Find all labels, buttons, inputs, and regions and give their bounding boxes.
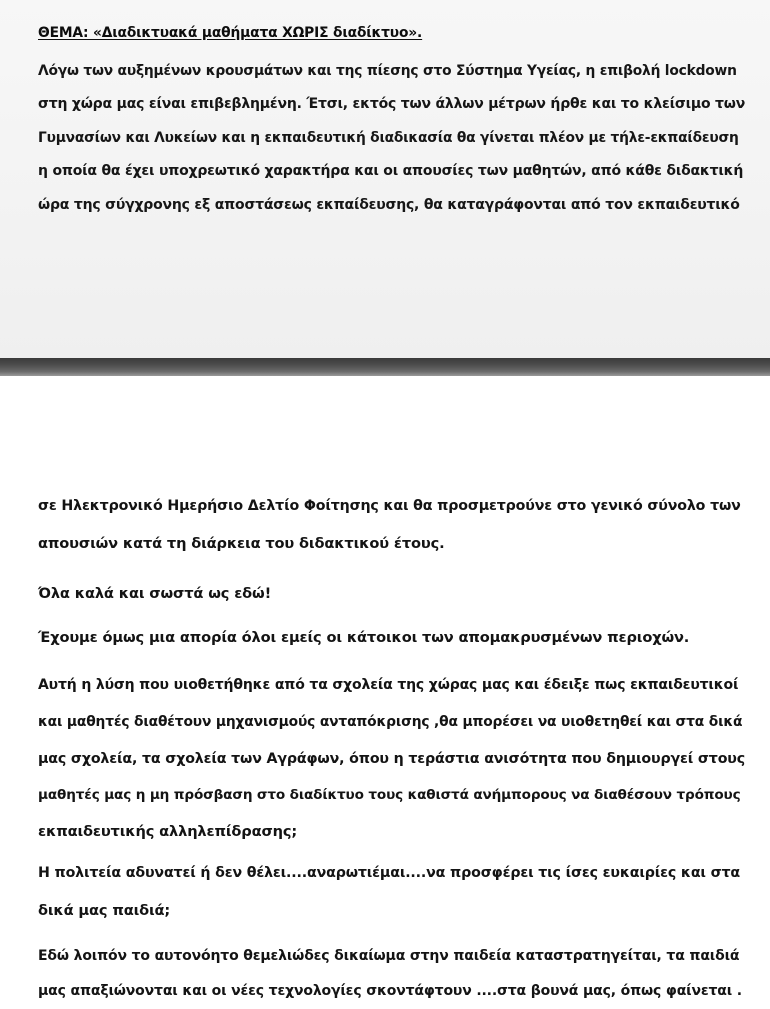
text-line: και μαθητές διαθέτουν μηχανισμούς ανταπόκρισης ,θα μπορέσει να υιοθετηθεί και στα δικά <box>38 714 743 730</box>
text-line: Έχουμε όμως μια απορία όλοι εμείς οι κάτοικοι των απομακρυσμένων περιοχών. <box>38 629 690 646</box>
document-title: ΘΕΜΑ: «Διαδικτυακά μαθήματα ΧΩΡΙΣ διαδίκτυο». <box>38 25 423 41</box>
text-line: εκπαιδευτικής αλληλεπίδρασης; <box>38 823 298 840</box>
text-line: στη χώρα μας είναι επιβεβλημένη. Έτσι, εκτός των άλλων μέτρων ήρθε και το κλείσιμο των <box>38 96 746 112</box>
text-line: Αυτή η λύση που υιοθετήθηκε από τα σχολεία της χώρας μας και έδειξε πως εκπαιδευτικοί <box>38 677 739 693</box>
text-line: Εδώ λοιπόν το αυτονόητο θεμελιώδες δικαίωμα στην παιδεία καταστρατηγείται, τα παιδιά <box>38 948 740 964</box>
text-line: Λόγω των αυξημένων κρουσμάτων και της πίεσης στο Σύστημα Υγείας, η επιβολή lockdown <box>38 63 737 79</box>
text-line: μας σχολεία, τα σχολεία των Αγράφων, όπου η τεράστια ανισότητα που δημιουργεί στους <box>38 751 745 767</box>
page-separator <box>0 358 770 376</box>
text-line: μαθητές μας η μη πρόσβαση στο διαδίκτυο τους καθιστά ανήμπορους να διαθέσουν τρόπους <box>38 787 741 803</box>
text-line: απουσιών κατά τη διάρκεια του διδακτικού έτους. <box>38 535 445 552</box>
scanned-page-top <box>0 0 770 358</box>
text-line: ώρα της σύγχρονης εξ αποστάσεως εκπαίδευσης, θα καταγράφονται από τον εκπαιδευτικό <box>38 197 740 213</box>
text-line: σε Ηλεκτρονικό Ημερήσιο Δελτίο Φοίτησης και θα προσμετρούνε στο γενικό σύνολο των <box>38 498 741 514</box>
text-line: η οποία θα έχει υποχρεωτικό χαρακτήρα και οι απουσίες των μαθητών, από κάθε διδακτική <box>38 163 744 179</box>
text-line: Γυμνασίων και Λυκείων και η εκπαιδευτική διαδικασία θα γίνεται πλέον με τήλε-εκπαίδευση <box>38 130 739 146</box>
text-line: μας απαξιώνονται και οι νέες τεχνολογίες σκοντάφτουν ....στα βουνά μας, όπως φαίνεται . <box>38 983 742 999</box>
text-line: δικά μας παιδιά; <box>38 902 171 919</box>
scanned-page-bottom <box>0 376 770 1009</box>
text-line: Όλα καλά και σωστά ως εδώ! <box>38 585 272 602</box>
text-line: Η πολιτεία αδυνατεί ή δεν θέλει....αναρωτιέμαι....να προσφέρει τις ίσες ευκαιρίες και στα <box>38 865 741 881</box>
